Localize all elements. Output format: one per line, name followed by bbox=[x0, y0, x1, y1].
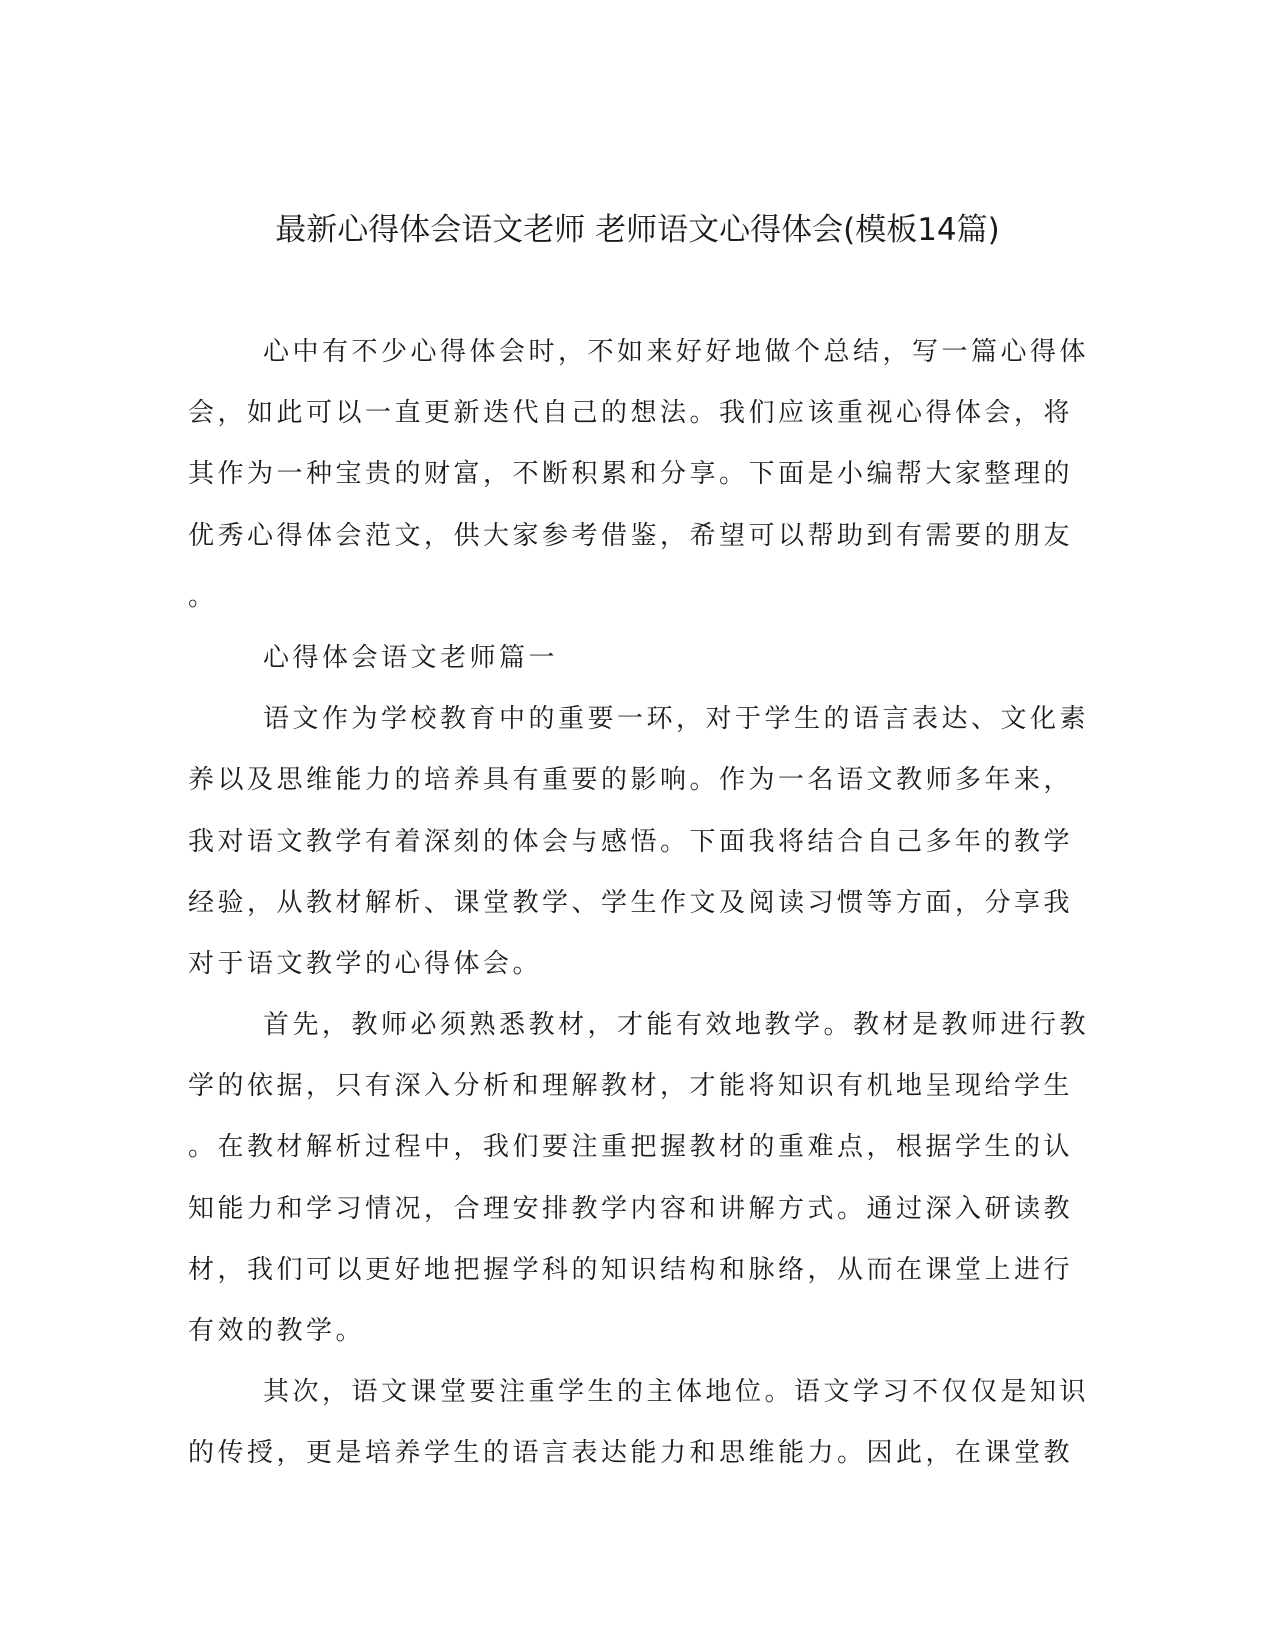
paragraph-line: 首先，教师必须熟悉教材，才能有效地教学。教材是教师进行教 bbox=[263, 1010, 1090, 1041]
document-title: 最新心得体会语文老师 老师语文心得体会(模板14篇) bbox=[275, 212, 1000, 248]
paragraph-intro-line: 其作为一种宝贵的财富，不断积累和分享。下面是小编帮大家整理的 bbox=[188, 459, 1074, 490]
paragraph-line: 有效的教学。 bbox=[188, 1316, 366, 1346]
paragraph-line: 养以及思维能力的培养具有重要的影响。作为一名语文教师多年来， bbox=[188, 765, 1074, 796]
paragraph-line: 语文作为学校教育中的重要一环，对于学生的语言表达、文化素 bbox=[263, 704, 1090, 735]
paragraph-intro-line: 优秀心得体会范文，供大家参考借鉴，希望可以帮助到有需要的朋友 bbox=[188, 520, 1074, 551]
paragraph-line: 对于语文教学的心得体会。 bbox=[188, 948, 543, 979]
paragraph-line: 知能力和学习情况，合理安排教学内容和讲解方式。通过深入研读教 bbox=[188, 1193, 1074, 1224]
document-body bbox=[188, 322, 1090, 1485]
paragraph-intro-line: 。 bbox=[188, 581, 218, 612]
paragraph-line: 经验，从教材解析、课堂教学、学生作文及阅读习惯等方面，分享我 bbox=[188, 887, 1074, 918]
paragraph-line: 我对语文教学有着深刻的体会与感悟。下面我将结合自己多年的教学 bbox=[188, 826, 1074, 857]
paragraph-line: 学的依据，只有深入分析和理解教材，才能将知识有机地呈现给学生 bbox=[188, 1071, 1074, 1102]
paragraph-line: 。在教材解析过程中，我们要注重把握教材的重难点，根据学生的认 bbox=[188, 1132, 1074, 1163]
paragraph-intro-line: 心中有不少心得体会时，不如来好好地做个总结，写一篇心得体 bbox=[263, 337, 1090, 367]
paragraph-line: 的传授，更是培养学生的语言表达能力和思维能力。因此，在课堂教 bbox=[188, 1438, 1074, 1469]
section-heading: 心得体会语文老师篇一 bbox=[263, 642, 559, 673]
paragraph-line: 其次，语文课堂要注重学生的主体地位。语文学习不仅仅是知识 bbox=[263, 1377, 1090, 1408]
paragraph-line: 材，我们可以更好地把握学科的知识结构和脉络，从而在课堂上进行 bbox=[188, 1254, 1074, 1285]
paragraph-intro-line: 会，如此可以一直更新迭代自己的想法。我们应该重视心得体会，将 bbox=[188, 398, 1074, 429]
